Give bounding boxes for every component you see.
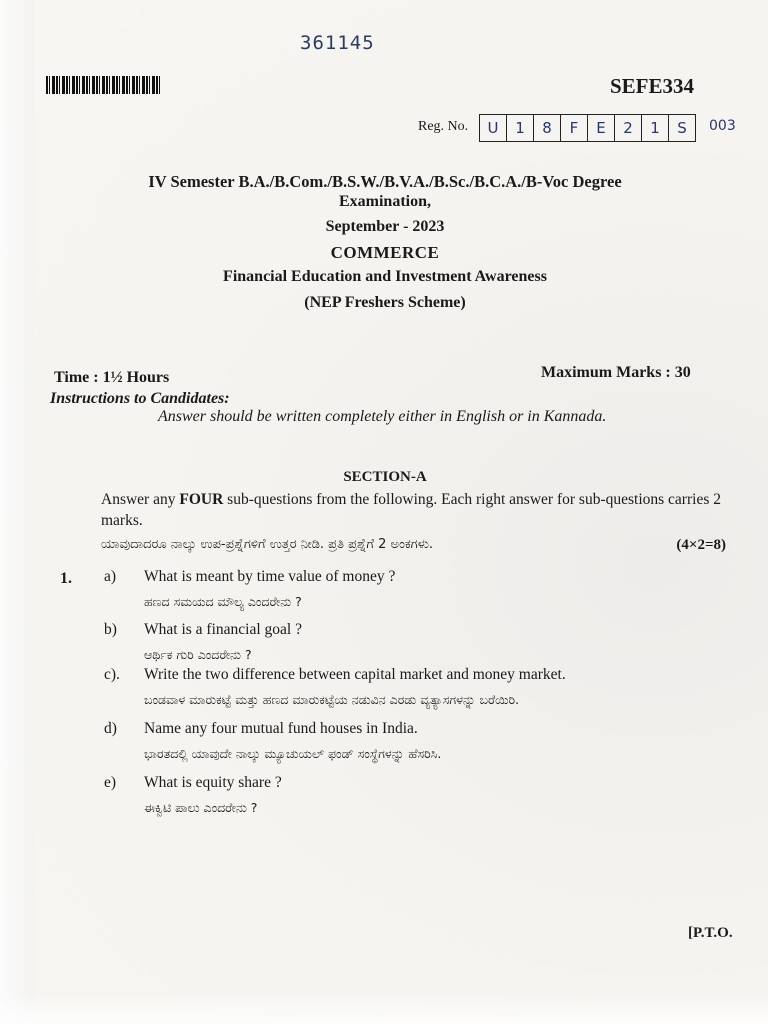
reg-box: 2: [614, 114, 642, 142]
reg-no-label: Reg. No.: [418, 119, 469, 134]
exam-title-line2: Examination,: [338, 193, 431, 210]
intro-bold: FOUR: [179, 491, 224, 508]
sub-question-label: e): [104, 774, 117, 791]
sub-question-kannada: ಆರ್ಥಿಕ ಗುರಿ ಎಂದರೇನು ?: [144, 647, 252, 662]
reg-box: S: [668, 114, 696, 142]
reg-box: E: [587, 114, 615, 142]
section-instructions: [101, 489, 721, 531]
reg-box: 1: [506, 114, 534, 142]
paper-code: SEFE334: [610, 74, 695, 98]
pto-marker: [P.T.O.: [688, 925, 733, 941]
section-instructions-kannada: ಯಾವುದಾದರೂ ನಾಲ್ಕು ಉಪ-ಪ್ರಶ್ನೆಗಳಿಗೆ ಉತ್ತರ ನೀಡಿ. ಪ್ರತಿ ಪ್ರಶ್ನೆಗೆ 2 ಅಂಕಗಳು.: [101, 537, 434, 552]
maximum-marks: Maximum Marks : 30: [541, 364, 691, 381]
sub-question-kannada: ಭಾರತದಲ್ಲಿ ಯಾವುದೇ ನಾಲ್ಕು ಮ್ಯೂಚುಯಲ್ ಫಂಡ್ ಸಂಸ್ಥೆಗಳನ್ನು ಹೆಸರಿಸಿ.: [144, 746, 442, 761]
barcode: [46, 76, 160, 94]
sub-question-label: b): [104, 621, 117, 638]
sub-question-kannada: ಬಂಡವಾಳ ಮಾರುಕಟ್ಟೆ ಮತ್ತು ಹಣದ ಮಾರುಕಟ್ಟೆಯ ನಡುವಿನ ಎರಡು ವ್ಯತ್ಯಾಸಗಳನ್ನು ಬರೆಯಿರಿ.: [144, 692, 520, 707]
section-score: (4×2=8): [676, 537, 726, 553]
sub-question-english: Write the two difference between capital market and money market.: [144, 666, 566, 683]
question-number: 1.: [60, 570, 72, 587]
sub-question-kannada: ಹಣದ ಸಮಯದ ಮೌಲ್ಯ ಎಂದರೇನು ?: [144, 594, 302, 609]
scheme-title: (NEP Freshers Scheme): [304, 294, 466, 311]
stamp-number: 361145: [300, 32, 375, 54]
reg-box: 1: [641, 114, 669, 142]
reg-no-boxes: [480, 114, 696, 142]
exam-date: September - 2023: [325, 218, 445, 235]
section-title: SECTION-A: [343, 469, 427, 485]
page-edge-bottom: [0, 992, 768, 1024]
instructions-title: Instructions to Candidates:: [50, 390, 230, 407]
sub-question-label: a): [104, 568, 117, 585]
instructions-text: Answer should be written completely either in English or in Kannada.: [158, 408, 607, 425]
intro-text-1: Answer any: [101, 491, 180, 508]
sub-question-kannada: ಈಕ್ವಿಟಿ ಪಾಲು ಎಂದರೇನು ?: [144, 800, 258, 815]
subject-title: COMMERCE: [330, 243, 440, 262]
page-edge-left: [0, 0, 34, 1024]
sub-question-english: What is equity share ?: [144, 774, 282, 791]
reg-box: F: [560, 114, 588, 142]
sub-question-label: c).: [104, 666, 120, 683]
sub-question-label: d): [104, 720, 117, 737]
sub-question-english: Name any four mutual fund houses in India.: [144, 720, 418, 737]
sub-question-english: What is a financial goal ?: [144, 621, 302, 638]
time-allowed: Time : 1½ Hours: [54, 369, 170, 386]
paper-title: Financial Education and Investment Awareness: [223, 268, 547, 285]
sub-question-english: What is meant by time value of money ?: [144, 568, 396, 585]
section-instructions-kannada-row: [101, 537, 726, 553]
reg-no-overflow: 003: [709, 118, 736, 134]
intro-text-2: sub-questions from the following. Each right answer for sub-questions carries 2 marks.: [101, 491, 721, 529]
exam-title-line1: IV Semester B.A./B.Com./B.S.W./B.V.A./B.Sc./B.C.A./B-Voc Degree: [148, 172, 622, 191]
reg-box: 8: [533, 114, 561, 142]
reg-box: U: [479, 114, 507, 142]
